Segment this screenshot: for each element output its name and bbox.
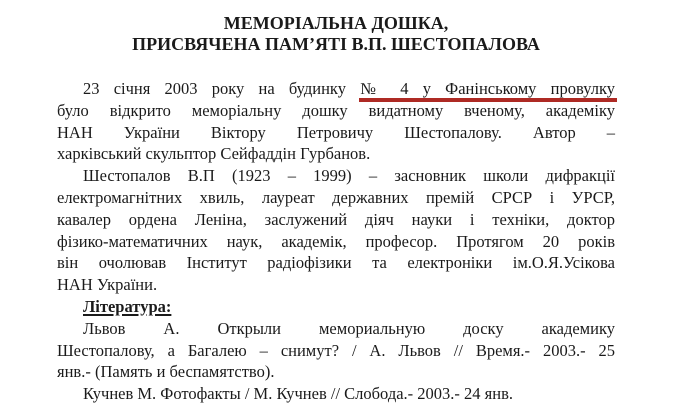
document-content: [57, 0, 615, 405]
text-segment: кавалер ордена Леніна, заслужений діяч науки і техніки, доктор: [57, 209, 615, 229]
text-line: [57, 361, 615, 383]
text-segment: Львов А. Открыли мемориальную доску академику: [83, 318, 615, 338]
text-segment: янв.- (Память и беспамятство).: [57, 362, 275, 382]
paragraph-bio: [57, 165, 615, 296]
paragraph-literature-heading: [57, 296, 615, 318]
paragraph-reference-2: [57, 383, 615, 405]
title-line-2: ПРИСВЯЧЕНА ПАМ’ЯТІ В.П. ШЕСТОПАЛОВА: [132, 33, 540, 54]
document-body: [57, 78, 615, 405]
text-segment: він очолював Інститут радіофізики та електроніки ім.О.Я.Усікова: [57, 253, 615, 273]
text-segment: 23 січня 2003 року на будинку: [83, 79, 361, 98]
text-line: [57, 100, 615, 122]
literature-heading: Література:: [83, 296, 172, 316]
document-title: [57, 13, 615, 54]
paragraph-intro: [57, 78, 615, 165]
text-line: [57, 318, 615, 340]
text-line: [57, 78, 615, 100]
text-segment: фізико-математичних наук, академік, професор. Протягом 20 років: [57, 231, 615, 251]
text-line: [57, 209, 615, 231]
title-line-1: МЕМОРІАЛЬНА ДОШКА,: [223, 13, 449, 33]
text-line: [57, 274, 615, 296]
text-line: [57, 187, 615, 209]
text-segment: НАН України Віктору Петровичу Шестопалову. Автор –: [57, 122, 615, 142]
text-segment: Шестопалов В.П (1923 – 1999) – засновник школи дифракції: [83, 166, 615, 186]
text-line: [57, 252, 615, 274]
text-segment: Кучнев М. Фотофакты / М. Кучнев // Слобода.- 2003.- 24 янв.: [83, 384, 513, 404]
text-segment: харківський скульптор Сейфаддін Гурбанов.: [57, 144, 371, 164]
text-line: [57, 296, 615, 318]
text-line: [57, 383, 615, 405]
text-line: [57, 122, 615, 144]
text-segment: було відкрито меморіальну дошку видатному вченому, академіку: [57, 100, 615, 120]
text-line: [57, 165, 615, 187]
text-segment: електромагнітних хвиль, лауреат державних премій СРСР і УРСР,: [57, 187, 615, 207]
text-line: [57, 231, 615, 253]
paragraph-reference-1: [57, 318, 615, 383]
highlighted-address: № 4 у Фанінському провулку: [359, 79, 617, 102]
text-line: [57, 340, 615, 362]
text-segment: Шестопалову, а Багалею – снимут? / А. Львов // Время.- 2003.- 25: [57, 340, 615, 360]
text-segment: НАН України.: [57, 275, 158, 295]
text-line: [57, 143, 615, 165]
